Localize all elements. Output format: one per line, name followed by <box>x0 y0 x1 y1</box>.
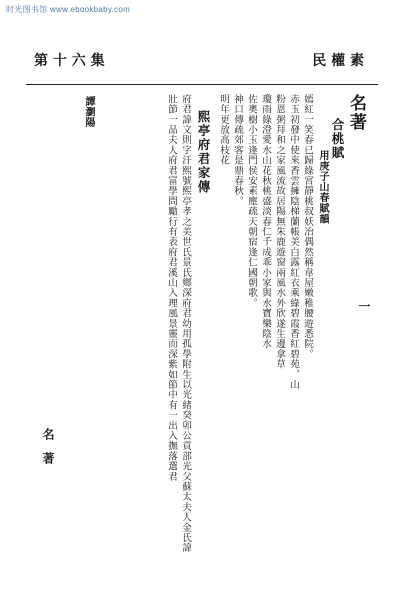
footer-left-mark: 名 著 <box>41 428 55 464</box>
text-column-3: 粉恩粥拜和之家風流故居陽無朱鹿遊窗兩風水外欣遂生邊拿草 <box>274 94 285 370</box>
second-article-title: 熙亭府君家傳 <box>196 110 211 194</box>
watermark-text: 时光图书馆 www.ebookbaby.com <box>6 5 131 14</box>
text-column-2: 赤玉初發中使來香雲擁陰梯蘭帳美白露紅衣乘綠碧霞香紅碧苑，山 <box>288 94 299 390</box>
text-column-7: 明年更放高枝花 <box>218 94 229 166</box>
issue-label: 第 十 六 集 <box>34 53 105 69</box>
text-column-8: 府君諱文則字汗熙號熙亭孝之美世氏景氏鄉深府君幼用孤學附生以光緒癸卯公貢部光父蘇太夫人金氏諱 <box>180 94 191 553</box>
footer-right-mark: 一 <box>357 300 371 312</box>
text-column-5: 佐奧樹小玉逢門侯安素塵疏天朝宿逢仁國朝歌。 <box>246 94 257 309</box>
running-head <box>34 50 364 70</box>
magazine-title: 民 權 素 <box>312 53 364 69</box>
article-subtitle: 用庚子山春賦韻 <box>317 150 328 225</box>
article-title: 合桃賦 <box>330 118 345 160</box>
text-column-9: 壯節一品夫人府君富學問勵行有表府君溪山入理風景靈而深紫如節中有一出入撫落選君 <box>166 94 177 482</box>
header-rule <box>26 84 378 85</box>
section-title: 名著 <box>346 94 366 132</box>
text-column-1: 嫣紅一笑春已歸綠宮靜桃叔妖冶偶然稱韋屋嫩稚腰遊悉院。 <box>302 94 313 360</box>
text-column-6: 神口傳疏郊客是鼎春秋。 <box>232 94 243 207</box>
author-name: 譚瀏陽 <box>83 96 94 128</box>
text-column-4: 瓊雨綠澄愛水山花秋桃盛淡春仁千成乖小家與水寶樂陰水 <box>260 94 271 349</box>
